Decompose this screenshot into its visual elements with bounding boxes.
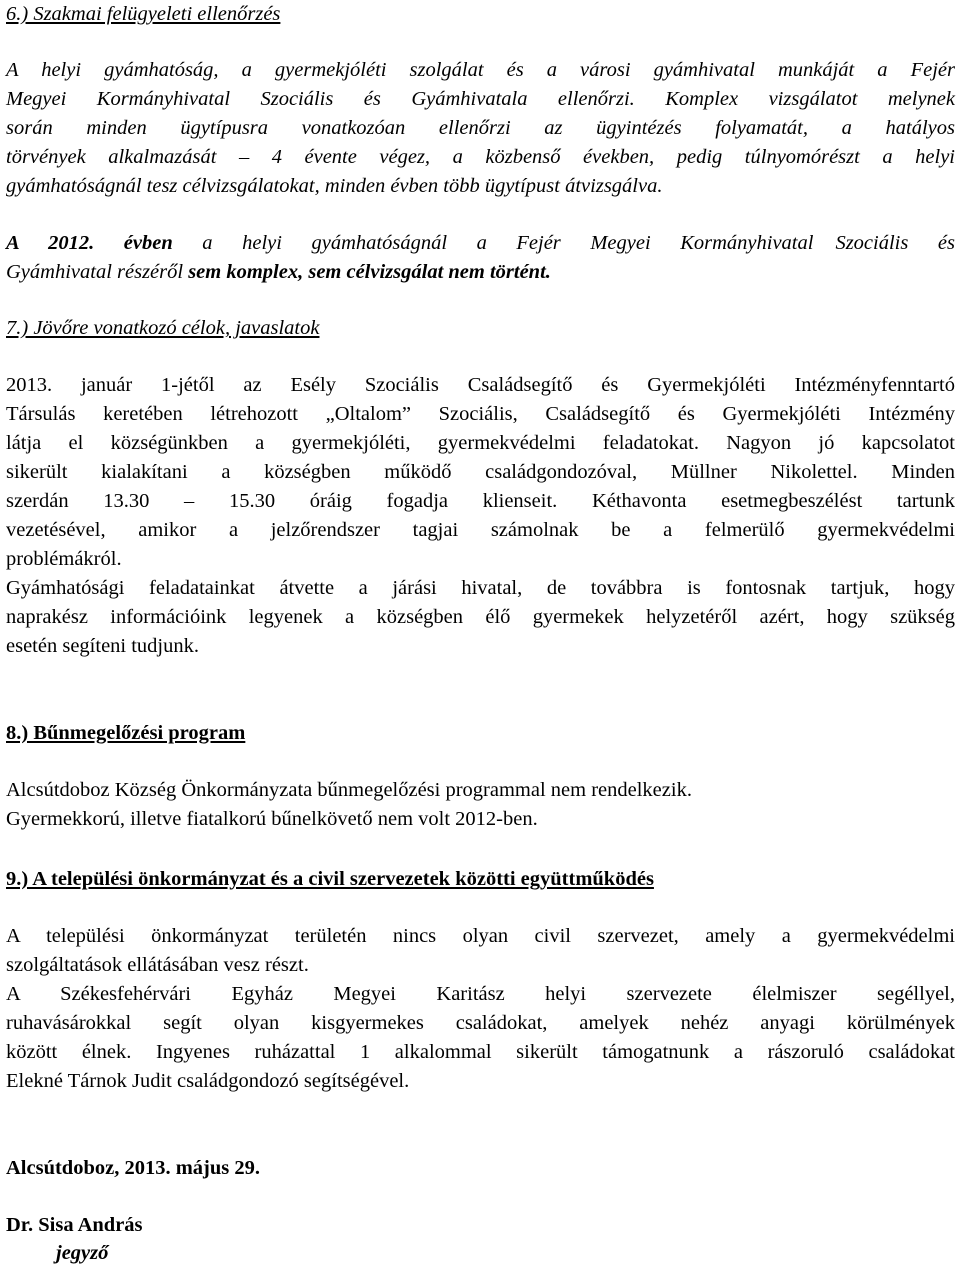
section-6-p1-line: gyámhatóságnál tesz célvizsgálatokat, minden évben több ügytípust átvizsgálva.: [6, 175, 663, 197]
section-7-p1-line: 2013. január 1-jétől az Esély Szociális Családsegítő és Gyermekjóléti Intézményfenntartó: [6, 374, 955, 396]
section-7-p1-line: látja el községünkben a gyermekjóléti, gyermekvédelmi feladatokat. Nagyon jó kapcsolatot: [6, 432, 955, 454]
section-7-p2-line: naprakész információink legyenek a községben élő gyermekek helyzetéről azért, hogy szükség: [6, 606, 955, 628]
section-7-p1-line: szerdán 13.30 – 15.30 óráig fogadja klienseit. Kéthavonta esetmegbeszélést tartunk: [6, 490, 955, 512]
section-6-p1-line: során minden ügytípusra vonatkozóan ellenőrzi az ügyintézés folyamatát, a hatályos: [6, 117, 955, 139]
signatory-title: jegyző: [56, 1242, 109, 1264]
no-inspection-bold: sem komplex, sem célvizsgálat nem történt.: [188, 261, 551, 283]
signatory-name: Dr. Sisa András: [6, 1214, 143, 1236]
section-6-p1-line: Megyei Kormányhivatal Szociális és Gyámhivatala ellenőrzi. Komplex vizsgálatot melynek: [6, 88, 955, 110]
section-7-heading: 7.) Jövőre vonatkozó célok, javaslatok: [6, 317, 320, 339]
section-6-p2-line: A 2012. évben a helyi gyámhatóságnál a Fejér Megyei Kormányhivatal Szociális és: [6, 232, 955, 254]
section-8-line: Gyermekkorú, illetve fiatalkorú bűnelkövető nem volt 2012-ben.: [6, 808, 538, 830]
section-9-p2-line: ruhavásárokkal segít olyan kisgyermekes családokat, amelyek nehéz anyagi körülmények: [6, 1012, 955, 1034]
section-6-heading: 6.) Szakmai felügyeleti ellenőrzés: [6, 3, 281, 25]
place-date: Alcsútdoboz, 2013. május 29.: [6, 1157, 260, 1179]
section-8-heading: 8.) Bűnmegelőzési program: [6, 722, 246, 744]
section-9-p2-line: A Székesfehérvári Egyház Megyei Karitász helyi szervezete élelmiszer segéllyel,: [6, 983, 955, 1005]
section-9-p2-line: között élnek. Ingyenes ruházattal 1 alkalommal sikerült támogatnunk a rászoruló családokat: [6, 1041, 955, 1063]
section-6-p1-line: törvények alkalmazását – 4 évente végez, a közbenső években, pedig túlnyomórészt a helyi: [6, 146, 955, 168]
section-7-p2-line: Gyámhatósági feladatainkat átvette a járási hivatal, de továbbra is fontosnak tartjuk, hogy: [6, 577, 955, 599]
section-9-heading: 9.) A települési önkormányzat és a civil szervezetek közötti együttműködés: [6, 868, 654, 890]
section-8-line: Alcsútdoboz Község Önkormányzata bűnmegelőzési programmal nem rendelkezik.: [6, 779, 692, 801]
section-6-p1-line: A helyi gyámhatóság, a gyermekjóléti szolgálat és a városi gyámhivatal munkáját a Fejér: [6, 59, 955, 81]
section-7-p1-line: problémákról.: [6, 548, 122, 570]
section-9-p1-line: A települési önkormányzat területén nincs olyan civil szervezet, amely a gyermekvédelmi: [6, 925, 955, 947]
section-7-p2-line: esetén segíteni tudjunk.: [6, 635, 199, 657]
section-9-p2-line: Elekné Tárnok Judit családgondozó segítségével.: [6, 1070, 410, 1092]
section-7-p1-line: vezetésével, amikor a jelzőrendszer tagjai számolnak be a felmerülő gyermekvédelmi: [6, 519, 955, 541]
section-6-p2-line: Gyámhivatal részéről sem komplex, sem célvizsgálat nem történt.: [6, 261, 551, 283]
section-7-p1-line: Társulás keretében létrehozott „Oltalom” Szociális, Családsegítő és Gyermekjóléti Intézmény: [6, 403, 955, 425]
section-9-p1-line: szolgáltatások ellátásában vesz részt.: [6, 954, 309, 976]
section-7-p1-line: sikerült kialakítani a községben működő családgondozóval, Müllner Nikolettel. Minden: [6, 461, 955, 483]
year-bold: A 2012. évben: [6, 232, 173, 254]
